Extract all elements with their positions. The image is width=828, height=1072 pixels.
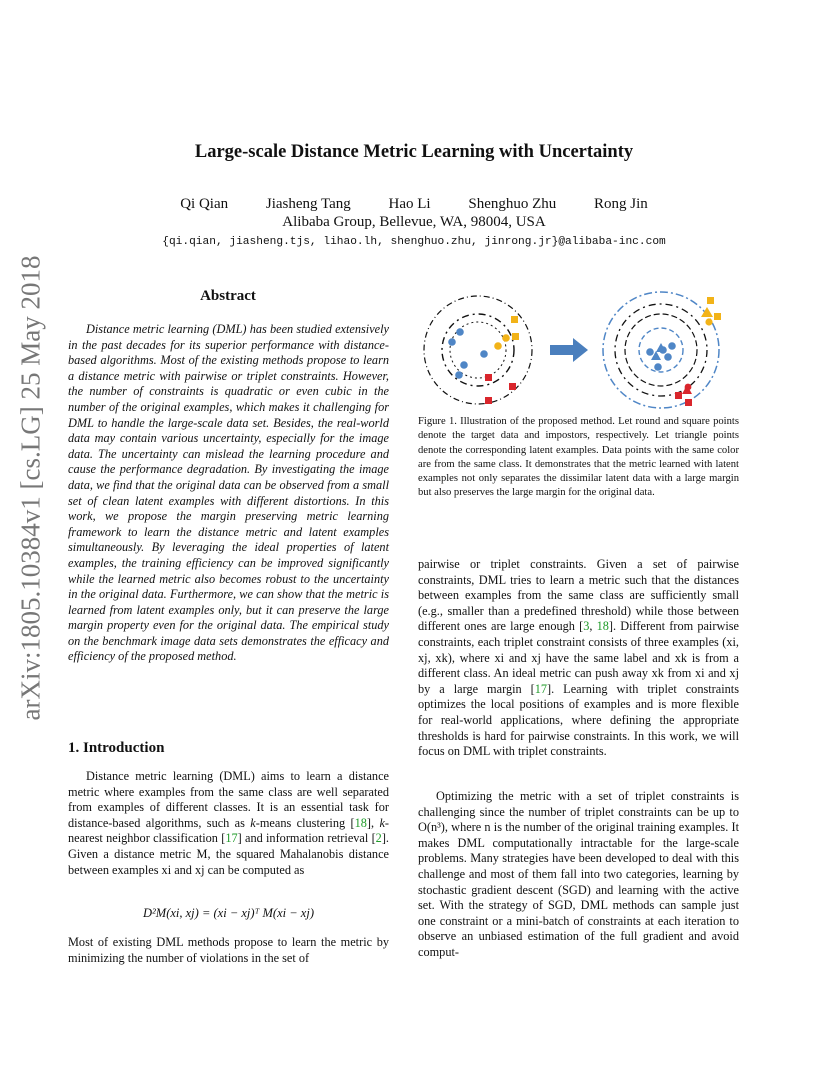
arxiv-stamp [14, 255, 48, 721]
mahalanobis-equation: D²M(xi, xj) = (xi − xj)ᵀ M(xi − xj) [143, 906, 314, 920]
intro-paragraph-1: Distance metric learning (DML) aims to learn a distance metric where examples from the same class are well separated from examples of different classes. It is an essential task for distance-based algorithms, such as k-means clustering [18], k-nearest neighbor classification [17] and information retrieval [2]. Given a distance metric M, the squared Mahalanobis distance between examples xi and xj can be computed as [68, 769, 390, 877]
target-point [448, 338, 456, 346]
citation-link[interactable]: 3 [583, 619, 590, 634]
author-name: Hao Li [388, 196, 431, 212]
impostor-point [707, 297, 714, 304]
arrow-icon [550, 338, 588, 362]
author-name: Rong Jin [594, 196, 648, 212]
right-paragraph-2: Optimizing the metric with a set of triplet constraints is challenging since the number of triplet constraints can be up to O(n³), where n is the number of the original training examples. It makes DML computationally intractable for the large-scale problems. Many strategies have been developed to deal with this challenge and most of them fall into two categories, learning by stochastic gradient descent (SGD) and learning with the active set. With the strategy of SGD, DML methods can sample just one constraint or a mini-batch of constraints at each iteration to observe an unbiased estimation of the full gradient and avoid comput- [418, 789, 739, 959]
citation-link[interactable]: 18 [596, 619, 609, 634]
impostor-point [714, 313, 721, 320]
author-name: Jiasheng Tang [265, 196, 351, 212]
impostor-point [512, 333, 519, 340]
author-name: Shenghuo Zhu [468, 196, 557, 212]
target-point [668, 342, 676, 350]
latent-point [701, 307, 713, 317]
target-point [664, 353, 672, 361]
abstract-heading: Abstract [200, 288, 256, 304]
figure-caption: Figure 1. Illustration of the proposed method. Let round and square points denote the target data and impostors, respectively. Let triangle points denote the corresponding latent examples. Data points with the same color are from the same class. It demonstrates that the metric learned with latent examples not only separates the dissimilar latent data with a large margin but also preserves the large margin for the original data. [418, 416, 739, 499]
abstract-text: Distance metric learning (DML) has been studied extensively in the past decades for its superior performance with distance-based algorithms. Most of the existing methods propose to learn a distance metric with pairwise or triplet constraints. However, the number of constraints is quadratic or even cubic in the number of the original examples, which makes it challenging for DML to handle the large-scale data set. Besides, the real-world data may contain various uncertainty, especially for the image data. The uncertainty can mislead the learning procedure and cause the performance degradation. By investigating the image data, we find that the original data can be observed from a small set of clean latent examples with different distortions. In this work, we propose the margin preserving metric learning framework to learn the distance metric and latent examples simultaneously. By leveraging the ideal properties of latent examples, the training efficiency can be improved significantly while the learned metric also becomes robust to the uncertainty in the original data. Furthermore, we can show that the metric is learned from latent examples only, but it can preserve the large margin property even for the original data. The empirical study on the benchmark image data sets demonstrates the efficacy and efficiency of the proposed method. [68, 322, 389, 664]
impostor-point [509, 383, 516, 390]
citation-link[interactable]: 2 [375, 831, 382, 846]
target-point [685, 384, 692, 391]
inner-margin-ring [442, 314, 514, 386]
target-point [456, 328, 464, 336]
impostor-point [485, 397, 492, 404]
arxiv-id: arXiv:1805.10384v1 [cs.LG] 25 May 2018 [15, 255, 46, 721]
author-name: Qi Qian [180, 196, 229, 212]
impostor-point [685, 399, 692, 406]
target-point [646, 348, 654, 356]
impostor-point [485, 374, 492, 381]
target-point [460, 361, 468, 369]
right-paragraph-1: pairwise or triplet constraints. Given a set of pairwise constraints, DML tries to learn a metric such that the distances between examples from the same class are sufficiently small (e.g., smaller than a predefined threshold) while those between different ones are large enough [3, 18]. Different from pairwise constraints, each triplet constraint consists of three examples (xi, xj, xk), where xi and xj have the same label and xk is from a different class. An ideal metric can push away xk from xi and xj by a large margin [17]. Learning with triplet constraints optimizes the local positions of examples and is more flexible for real-world applications, where defining the appropriate thresholds is hard for pairwise constraints. In this work, we will focus on DML with triplet constraints. [418, 557, 740, 759]
author-emails: {qi.qian, jiasheng.tjs, lihao.lh, shenghuo.zhu, jinrong.jr}@alibaba-inc.com [162, 236, 666, 248]
impostor-point [675, 392, 682, 399]
target-point [480, 350, 488, 358]
impostor-point [511, 316, 518, 323]
paper-title: Large-scale Distance Metric Learning with Uncertainty [194, 142, 634, 162]
target-point [455, 371, 463, 379]
target-point [494, 342, 502, 350]
left-panel [424, 296, 532, 404]
author-list [0, 196, 828, 213]
target-point [502, 334, 510, 342]
section-heading: 1. Introduction [68, 740, 165, 756]
citation-link[interactable]: 17 [225, 831, 238, 846]
citation-link[interactable]: 17 [534, 681, 548, 696]
figure-illustration [418, 290, 748, 410]
affiliation: Alibaba Group, Bellevue, WA, 98004, USA [282, 214, 546, 230]
right-panel [603, 292, 721, 408]
target-point [654, 363, 662, 371]
intro-paragraph-2: Most of existing DML methods propose to learn the metric by minimizing the number of violations in the set of [68, 935, 389, 965]
citation-link[interactable]: 18 [354, 815, 367, 830]
target-point [705, 318, 712, 325]
